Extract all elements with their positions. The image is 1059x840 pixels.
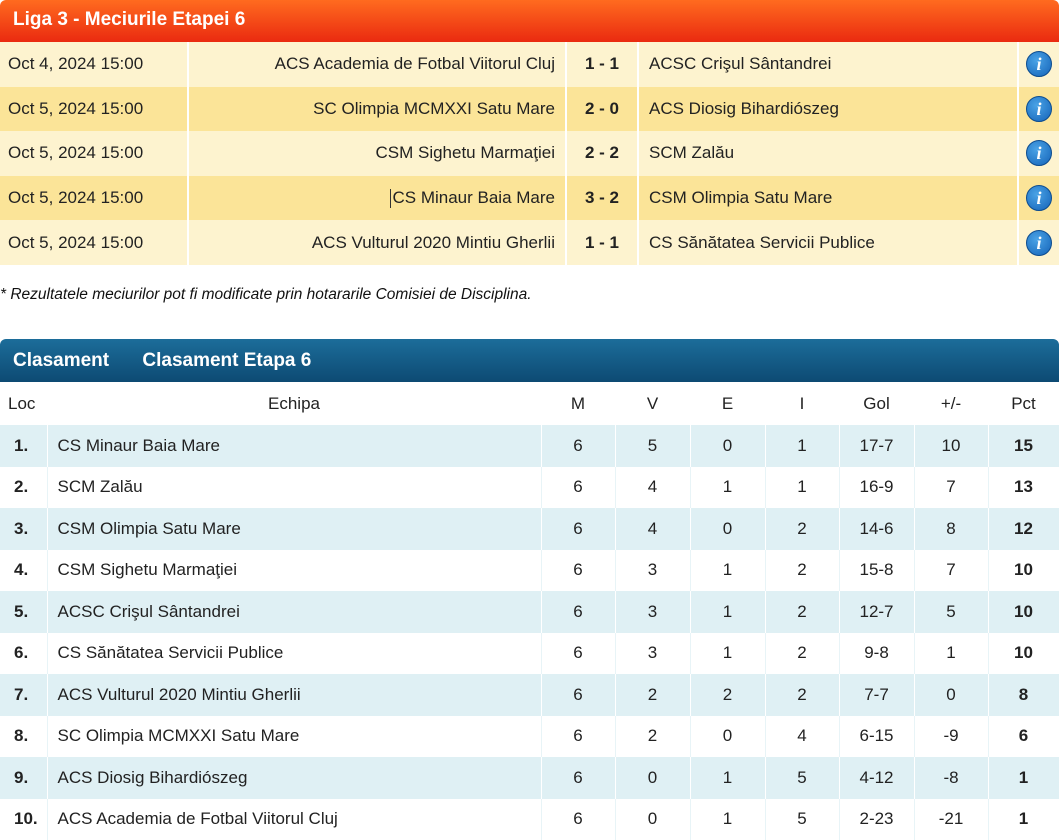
- standing-wins: 2: [615, 716, 690, 758]
- standing-draws: 1: [690, 799, 765, 840]
- table-row: [0, 591, 1059, 633]
- match-away-team: CSM Olimpia Satu Mare: [638, 176, 1018, 221]
- standing-goals: 7-7: [839, 674, 914, 716]
- standing-losses: 2: [765, 591, 839, 633]
- standing-draws: 0: [690, 508, 765, 550]
- match-away-team: ACS Diosig Bihardiószeg: [638, 87, 1018, 132]
- match-date: Oct 5, 2024 15:00: [0, 87, 188, 132]
- standings-header: [0, 339, 1059, 382]
- standing-position: 9.: [0, 757, 47, 799]
- standing-team[interactable]: CS Minaur Baia Mare: [47, 425, 541, 467]
- match-score: 1 - 1: [566, 42, 638, 87]
- match-date: Oct 5, 2024 15:00: [0, 220, 188, 265]
- match-away-team: ACSC Crişul Sântandrei: [638, 42, 1018, 87]
- standing-position: 7.: [0, 674, 47, 716]
- standing-losses: 4: [765, 716, 839, 758]
- match-score: 3 - 2: [566, 176, 638, 221]
- info-icon[interactable]: i: [1026, 185, 1052, 211]
- standing-wins: 4: [615, 467, 690, 509]
- standing-goal-diff: 5: [914, 591, 988, 633]
- info-icon[interactable]: i: [1026, 51, 1052, 77]
- standings-column-header: V: [615, 382, 690, 425]
- standing-draws: 1: [690, 591, 765, 633]
- standings-column-header: M: [541, 382, 615, 425]
- standing-losses: 5: [765, 757, 839, 799]
- match-row: [0, 42, 1059, 87]
- standing-wins: 4: [615, 508, 690, 550]
- standing-wins: 3: [615, 591, 690, 633]
- standing-played: 6: [541, 550, 615, 592]
- standing-position: 5.: [0, 591, 47, 633]
- match-row: [0, 176, 1059, 221]
- match-date: Oct 5, 2024 15:00: [0, 131, 188, 176]
- standing-goals: 15-8: [839, 550, 914, 592]
- standing-played: 6: [541, 508, 615, 550]
- match-home-team: [188, 42, 566, 87]
- standing-goal-diff: -21: [914, 799, 988, 840]
- match-info-cell: [1018, 131, 1059, 176]
- standings-column-header: +/-: [914, 382, 988, 425]
- home-team-name: SC Olimpia MCMXXI Satu Mare: [313, 99, 555, 118]
- standing-losses: 2: [765, 508, 839, 550]
- standing-wins: 5: [615, 425, 690, 467]
- standing-played: 6: [541, 799, 615, 840]
- standing-position: 1.: [0, 425, 47, 467]
- standing-team[interactable]: SCM Zalău: [47, 467, 541, 509]
- standing-team[interactable]: CSM Sighetu Marmaţiei: [47, 550, 541, 592]
- match-date: Oct 5, 2024 15:00: [0, 176, 188, 221]
- standing-points: 15: [988, 425, 1059, 467]
- table-row: [0, 757, 1059, 799]
- standing-played: 6: [541, 467, 615, 509]
- standing-played: 6: [541, 591, 615, 633]
- standing-team[interactable]: ACS Vulturul 2020 Mintiu Gherlii: [47, 674, 541, 716]
- standing-losses: 1: [765, 425, 839, 467]
- standing-wins: 0: [615, 757, 690, 799]
- standing-team[interactable]: ACSC Crişul Sântandrei: [47, 591, 541, 633]
- match-home-team: [188, 87, 566, 132]
- standing-goals: 4-12: [839, 757, 914, 799]
- standing-position: 3.: [0, 508, 47, 550]
- standing-draws: 1: [690, 757, 765, 799]
- matches-table: [0, 42, 1059, 265]
- standings-column-header: Echipa: [47, 382, 541, 425]
- match-info-cell: [1018, 87, 1059, 132]
- table-row: [0, 633, 1059, 675]
- standing-goal-diff: 8: [914, 508, 988, 550]
- standing-draws: 1: [690, 467, 765, 509]
- standing-points: 8: [988, 674, 1059, 716]
- standing-wins: 3: [615, 550, 690, 592]
- match-info-cell: [1018, 176, 1059, 221]
- standing-played: 6: [541, 716, 615, 758]
- standing-points: 10: [988, 591, 1059, 633]
- standing-draws: 1: [690, 550, 765, 592]
- table-row: [0, 550, 1059, 592]
- standing-position: 4.: [0, 550, 47, 592]
- standing-played: 6: [541, 425, 615, 467]
- standing-losses: 2: [765, 633, 839, 675]
- standing-played: 6: [541, 757, 615, 799]
- standings-table: [0, 382, 1059, 840]
- match-info-cell: [1018, 42, 1059, 87]
- match-away-team: SCM Zalău: [638, 131, 1018, 176]
- home-team-name: ACS Academia de Fotbal Viitorul Cluj: [275, 54, 555, 73]
- standing-played: 6: [541, 674, 615, 716]
- standing-team[interactable]: CS Sănătatea Servicii Publice: [47, 633, 541, 675]
- standing-goal-diff: -8: [914, 757, 988, 799]
- match-home-team: [188, 176, 566, 221]
- standing-goal-diff: 10: [914, 425, 988, 467]
- standing-points: 13: [988, 467, 1059, 509]
- matches-header: [0, 0, 1059, 42]
- match-date: Oct 4, 2024 15:00: [0, 42, 188, 87]
- info-icon[interactable]: i: [1026, 140, 1052, 166]
- disciplinary-note: * Rezultatele meciurilor pot fi modificate prin hotararile Comisiei de Disciplina.: [0, 286, 532, 304]
- standing-position: 10.: [0, 799, 47, 840]
- standing-position: 8.: [0, 716, 47, 758]
- home-team-name: CS Minaur Baia Mare: [392, 188, 555, 207]
- table-row: [0, 425, 1059, 467]
- standing-draws: 2: [690, 674, 765, 716]
- matches-title: Liga 3 - Meciurile Etapei 6: [13, 9, 245, 30]
- standings-column-header: Pct: [988, 382, 1059, 425]
- home-team-name: CSM Sighetu Marmaţiei: [375, 143, 555, 162]
- standing-draws: 0: [690, 716, 765, 758]
- standing-points: 6: [988, 716, 1059, 758]
- standing-team[interactable]: ACS Diosig Bihardiószeg: [47, 757, 541, 799]
- info-icon[interactable]: i: [1026, 96, 1052, 122]
- standing-losses: 2: [765, 550, 839, 592]
- standings-column-header: E: [690, 382, 765, 425]
- standing-points: 12: [988, 508, 1059, 550]
- table-row: [0, 716, 1059, 758]
- standing-losses: 1: [765, 467, 839, 509]
- match-row: [0, 131, 1059, 176]
- standing-goals: 2-23: [839, 799, 914, 840]
- table-row: [0, 508, 1059, 550]
- standing-played: 6: [541, 633, 615, 675]
- standing-position: 6.: [0, 633, 47, 675]
- match-home-team: [188, 131, 566, 176]
- standing-wins: 2: [615, 674, 690, 716]
- table-row: [0, 799, 1059, 840]
- table-row: [0, 467, 1059, 509]
- standing-goals: 16-9: [839, 467, 914, 509]
- match-home-team: [188, 220, 566, 265]
- match-score: 1 - 1: [566, 220, 638, 265]
- tab-clasament-etapa[interactable]: Clasament Etapa 6: [142, 350, 311, 371]
- tab-clasament[interactable]: Clasament: [13, 350, 109, 371]
- standing-goal-diff: -9: [914, 716, 988, 758]
- info-icon[interactable]: i: [1026, 230, 1052, 256]
- match-score: 2 - 2: [566, 131, 638, 176]
- standing-wins: 3: [615, 633, 690, 675]
- standing-goal-diff: 0: [914, 674, 988, 716]
- match-info-cell: [1018, 220, 1059, 265]
- standings-column-header: I: [765, 382, 839, 425]
- standing-points: 1: [988, 757, 1059, 799]
- match-row: [0, 220, 1059, 265]
- standings-column-header: Loc: [0, 382, 47, 425]
- match-row: [0, 87, 1059, 132]
- standing-draws: 0: [690, 425, 765, 467]
- standing-goals: 14-6: [839, 508, 914, 550]
- standing-position: 2.: [0, 467, 47, 509]
- standing-team[interactable]: CSM Olimpia Satu Mare: [47, 508, 541, 550]
- standing-team[interactable]: ACS Academia de Fotbal Viitorul Cluj: [47, 799, 541, 840]
- standing-points: 10: [988, 633, 1059, 675]
- table-row: [0, 674, 1059, 716]
- standing-points: 10: [988, 550, 1059, 592]
- standing-goal-diff: 7: [914, 550, 988, 592]
- home-team-name: ACS Vulturul 2020 Mintiu Gherlii: [312, 233, 555, 252]
- standing-goals: 12-7: [839, 591, 914, 633]
- standing-draws: 1: [690, 633, 765, 675]
- standing-goals: 9-8: [839, 633, 914, 675]
- standing-goal-diff: 1: [914, 633, 988, 675]
- standing-losses: 5: [765, 799, 839, 840]
- match-away-team: CS Sănătatea Servicii Publice: [638, 220, 1018, 265]
- standing-team[interactable]: SC Olimpia MCMXXI Satu Mare: [47, 716, 541, 758]
- standings-column-header: Gol: [839, 382, 914, 425]
- standing-losses: 2: [765, 674, 839, 716]
- standing-points: 1: [988, 799, 1059, 840]
- standing-goal-diff: 7: [914, 467, 988, 509]
- standing-goals: 17-7: [839, 425, 914, 467]
- standing-wins: 0: [615, 799, 690, 840]
- match-score: 2 - 0: [566, 87, 638, 132]
- standing-goals: 6-15: [839, 716, 914, 758]
